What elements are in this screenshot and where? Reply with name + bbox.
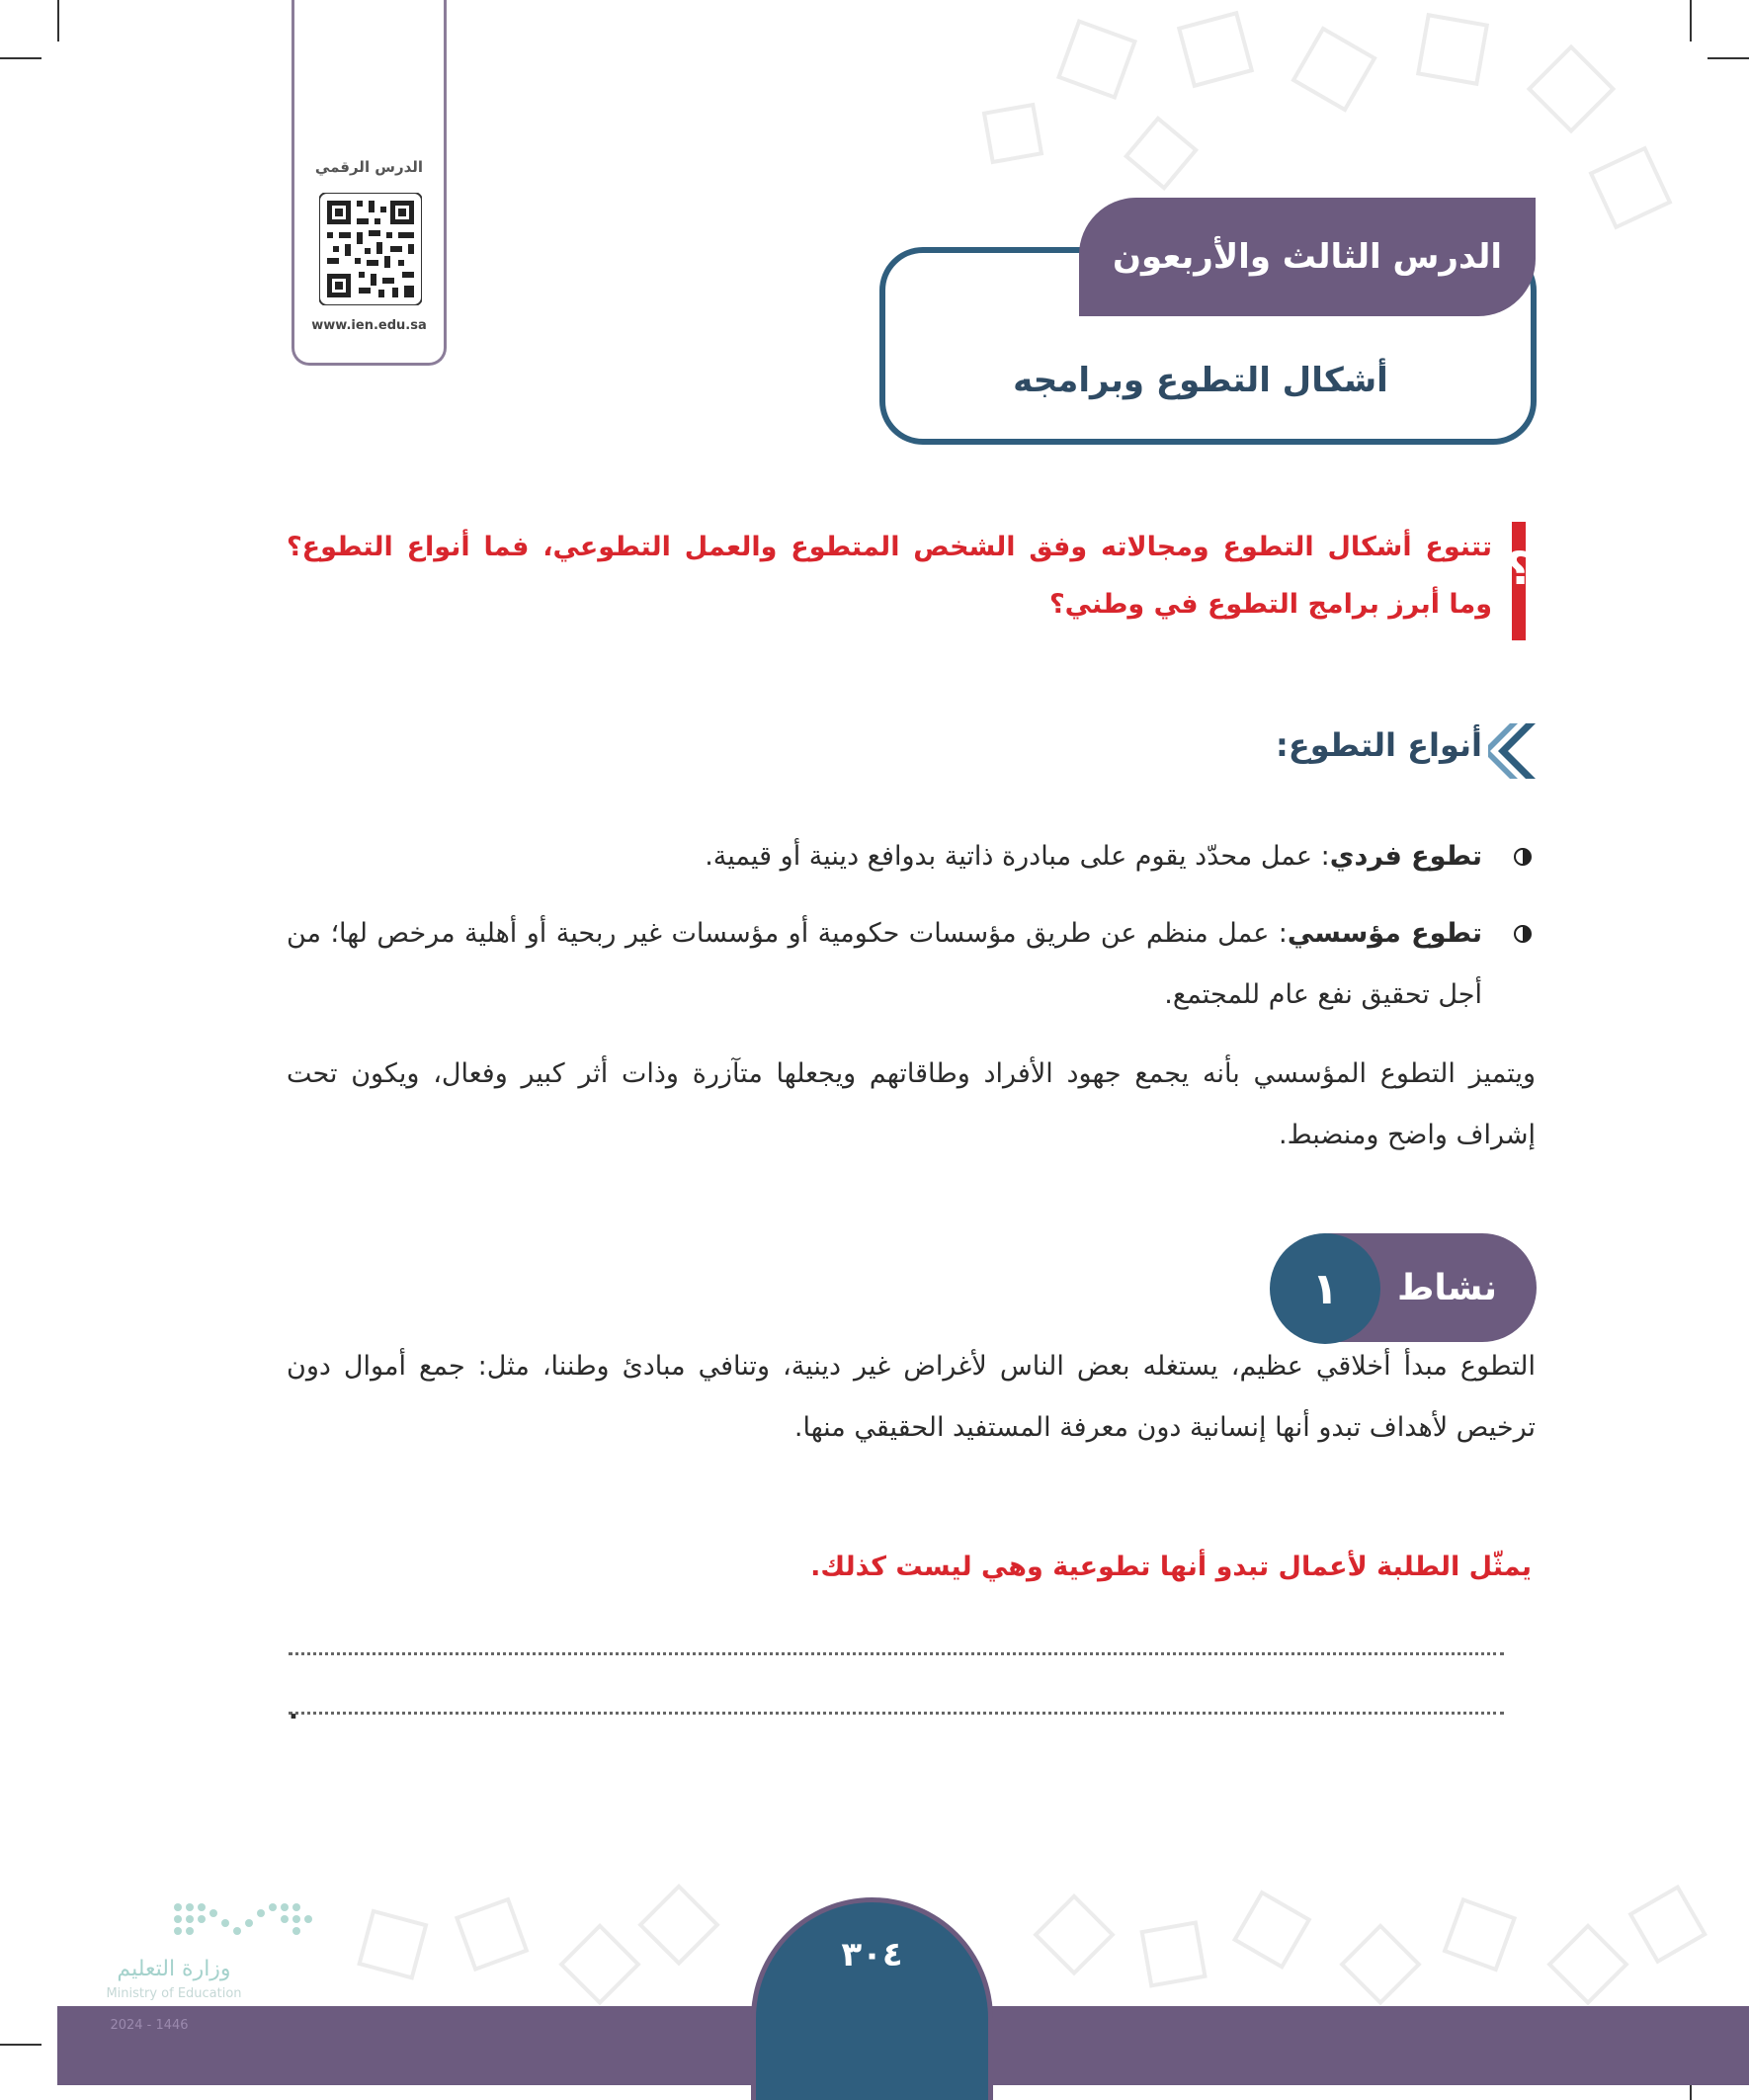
type-term: تطوع مؤسسي xyxy=(1287,918,1482,949)
type-definition: : عمل محدّد يقوم على مبادرة ذاتية بدوافع دينية أو قيمية. xyxy=(705,841,1330,872)
crop-mark xyxy=(0,2044,42,2046)
type-term: تطوع فردي xyxy=(1329,841,1482,872)
crop-mark xyxy=(1690,0,1692,42)
bullet-icon xyxy=(1514,848,1532,866)
lesson-number-banner: الدرس الثالث والأربعون xyxy=(1079,198,1536,316)
crop-mark xyxy=(0,57,42,59)
ministry-name-en: Ministry of Education xyxy=(106,1986,242,2001)
digital-lesson-label: الدرس الرقمي xyxy=(314,158,424,176)
digital-lesson-url[interactable]: www.ien.edu.sa xyxy=(311,318,427,333)
qr-code-icon[interactable] xyxy=(319,193,422,305)
ministry-name-ar: وزارة التعليم xyxy=(117,1957,231,1981)
digital-lesson-tab[interactable] xyxy=(292,0,447,366)
list-item xyxy=(287,903,1482,1026)
crop-mark xyxy=(1707,57,1749,59)
answer-line[interactable] xyxy=(289,1712,1504,1715)
intro-question: تتنوع أشكال التطوع ومجالاته وفق الشخص المتطوع والعمل التطوعي، فما أنواع التطوع؟ وما أبرز برامج التطوع في وطني؟ xyxy=(287,532,1492,620)
activity-task: يمثّل الطلبة لأعمال تبدو أنها تطوعية وهي ليست كذلك. xyxy=(810,1552,1532,1582)
ministry-logo-icon xyxy=(158,1888,326,1957)
institutional-note: ويتميز التطوع المؤسسي بأنه يجمع جهود الأفراد وطاقاتهم ويجعلها متآزرة وذات أثر كبير وفعال، ويكون تحت إشراف واضح ومنضبط. xyxy=(287,1058,1536,1150)
list-item xyxy=(296,826,1482,887)
activity-number: ١ xyxy=(1270,1233,1380,1344)
type-definition: : عمل منظم عن طريق مؤسسات حكومية أو مؤسسات غير ربحية أو أهلية مرخص لها؛ من أجل تحقيق نفع عام للمجتمع. xyxy=(287,918,1482,1010)
lesson-title: أشكال التطوع وبرامجه xyxy=(1013,361,1388,400)
activity-paragraph: التطوع مبدأ أخلاقي عظيم، يستغله بعض الناس لأغراض غير دينية، وتنافي مبادئ وطننا، مثل: جمع أموال دون ترخيص لأهداف تبدو أنها إنسانية دون معرفة المستفيد الحقيقي منها. xyxy=(287,1351,1536,1443)
double-chevron-icon xyxy=(1488,719,1538,783)
answer-line[interactable] xyxy=(289,1652,1504,1655)
bullet-icon xyxy=(1514,925,1532,943)
question-mark-icon: ؟ xyxy=(1505,542,1533,595)
answer-line-end: . xyxy=(289,1696,298,1725)
section-title: أنواع التطوع: xyxy=(1276,726,1482,764)
page-number-dome xyxy=(751,1897,993,2100)
crop-mark xyxy=(57,0,59,42)
edition-year: 2024 - 1446 xyxy=(110,2018,189,2033)
activity-label: نشاط xyxy=(1396,1267,1497,1308)
page-number: ٣٠٤ xyxy=(841,1935,903,1974)
